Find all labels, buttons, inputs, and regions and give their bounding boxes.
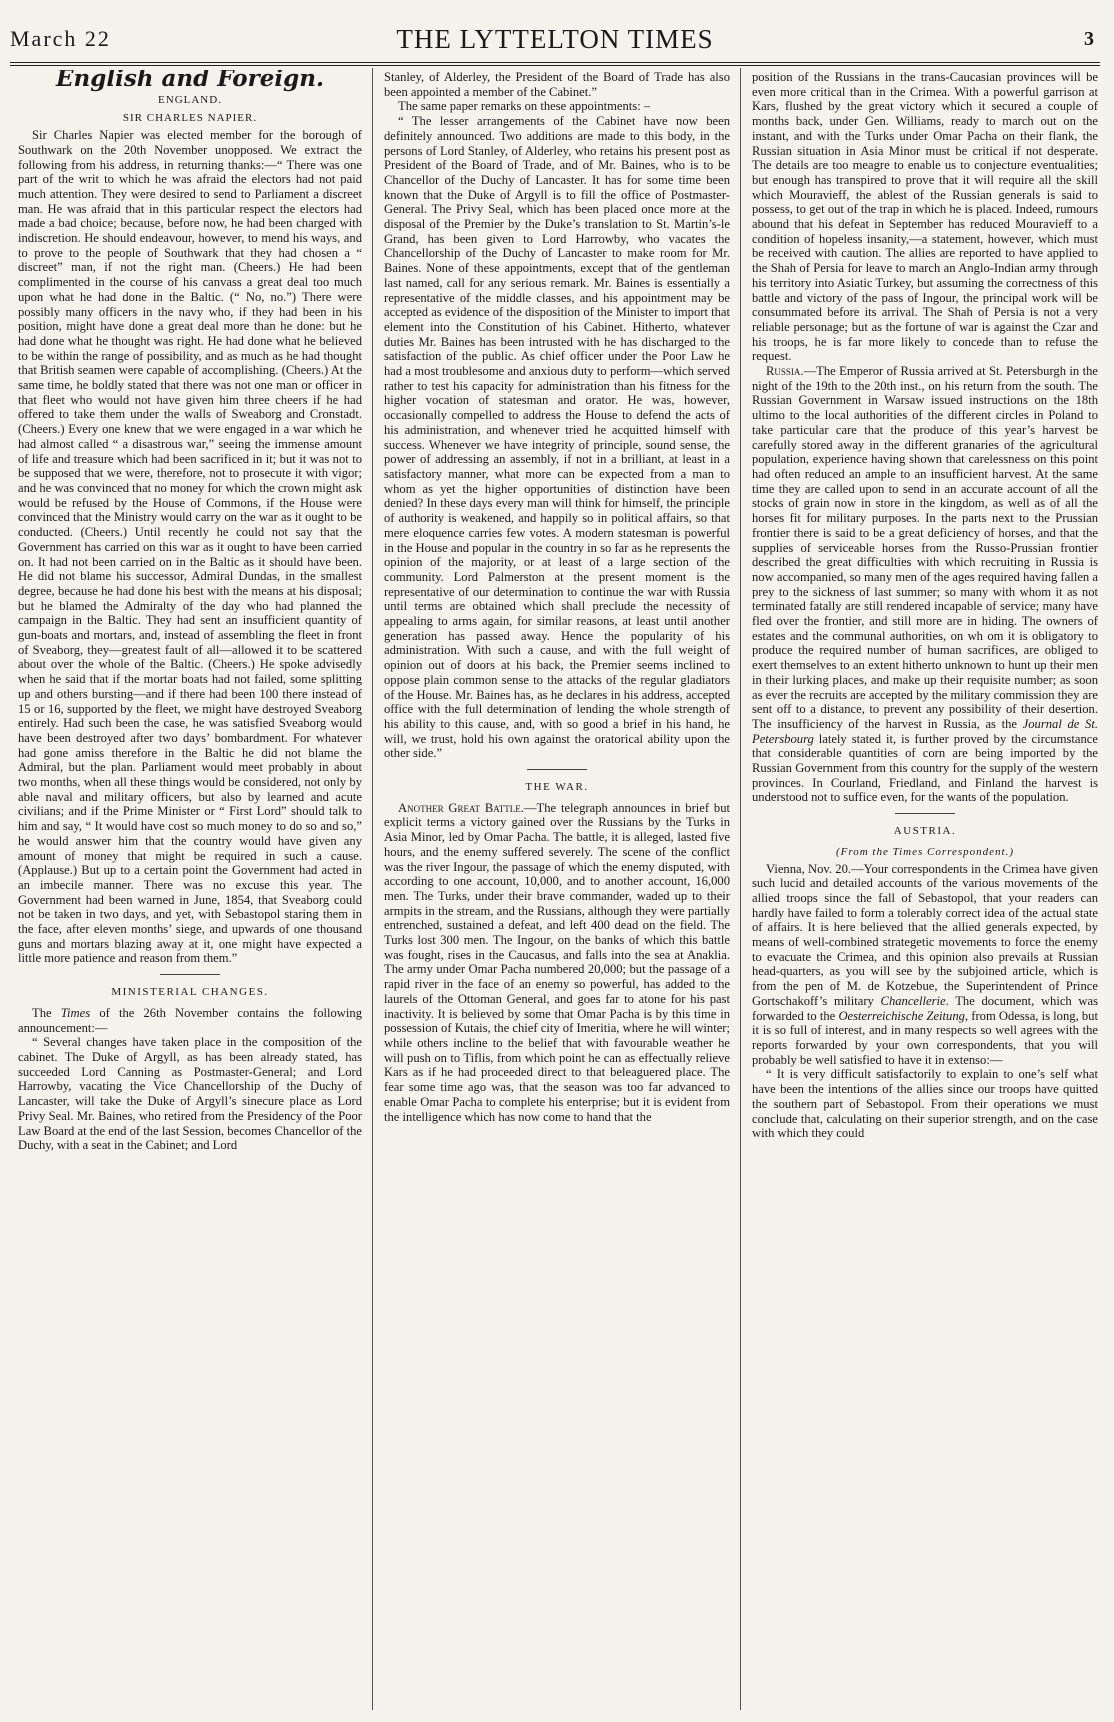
column-3 — [752, 70, 1098, 1710]
subheading-ministerial: MINISTERIAL CHANGES. — [111, 986, 269, 999]
section-rule — [895, 813, 955, 814]
column-divider — [372, 68, 373, 1710]
masthead-rule-2 — [10, 65, 1100, 66]
section-heading: English and Foreign. — [56, 70, 324, 92]
article-paragraph: Stanley, of Alderley, the President of the Board of Trade has also been appointed a member of the Cabinet.” — [384, 70, 730, 99]
page-number: 3 — [1084, 28, 1094, 50]
section-rule — [527, 769, 587, 770]
section-rule — [160, 974, 220, 975]
article-paragraph: “ It is very difficult satisfactorily to explain to one’s self what have been the intentions of the allies since our troops have quitted the southern part of Sebastopol. From their operations we must conclude that, calculating on their superior strength, and on the case with which they could — [752, 1067, 1098, 1141]
article-paragraph: The Times of the 26th November contains the following announcement:— — [18, 1005, 362, 1035]
article-paragraph: Sir Charles Napier was elected member for the borough of Southwark on the 20th November unopposed. We extract the following from his address, in returning thanks:—“ There was one part of the writ to which he was afraid the electors had not paid much attention. They were desired to send to Parliament a discreet man. He was afraid that in this particular respect the electors had made a bad choice; because, before now, he had been charged with indiscretion. He should endeavour, however, to mend his ways, and to prove to the people of Southwark that they had chosen a “ discreet” man, if not the right man. (Cheers.) He had been complimented in the course of his canvass a great deal too much upon what he had done in the Baltic. (“ No, no.”) There were possibly many officers in the navy who, if they had been in his position, might have done a great deal more than he done: but he had done what he thought was right. He had done what he believed to be within the range of possibility, and as much as he had thought that British seamen were capable of accomplishing. (Cheers.) At the same time, he boldly stated that there was not one man or officer in that fleet who would not have given him three cheers if he had offered to take them under the walls of Sweaborg and Cronstadt. (Cheers.) Every one knew that we were engaged in a war which he had almost called “ a disastrous war,” seeing the immense amount of life and treasure which had been sacrificed in it; but it was not to be supposed that we were, therefore, not to prosecute it with vigor; and he was convinced that no money for which the crown might ask would be refused by the House of Commons, if the House were convinced that the Ministry would carry on the war as it ought to be conducted. (Cheers.) Until recently he could not say that the Government has carried on this war as it ought to have been carried on. It had not been carried on in the Baltic as it should have been. He did not blame his successor, Admiral Dundas, in the smallest degree, because he had done his best with the means at his disposal; but he blamed the Admiralty of the day who had planned the campaign in the Baltic. They had sent an insufficient quantity of gun-boats and mortars, and, instead of assembling the fleet in front of Sveaborg, they—greatest fault of all—allowed it to be scattered about over the whole of the Baltic. (Cheers.) He spoke advisedly when he said that if the mortar boats had not failed, some splitting up and others bursting—and if there had been 100 there instead of 15 or 16, supported by the fleet, we might have destroyed Sveaborg entirely. Had such been the case, he was satisfied Sveaborg would have been destroyed after two days’ bombardment. For whatever had gone amiss therefore in the Baltic he did not blame the Admiral, but the plan. Parliament would meet probably in about two months, when all these things would be considered, not only by able naval and military officers, but also by learned and acute civilians; and if the Prime Minister or “ First Lord” should talk to him and say, “ It would have cost so much money to do so and so,” he would answer him that the country would have given any amount of money that might be required in such a cause. (Applause.) But up to a certain point the Government had acted in an imbecile manner. There was no excuse this year. The Government had been warned in June, 1854, that Sveaborg could not be taken in two days, and yet, with Sebastopol staring them in the face, after eleven months’ siege, and upwards of one thousand guns and mortars blazing away at it, one might have expected a little more patience and reason from them.” — [18, 128, 362, 966]
article-paragraph: “ The lesser arrangements of the Cabinet have now been definitely announced. Two additions are made to this body, in the persons of Lord Stanley, of Alderley, who retains his present post as President of the Board of Trade, and of Mr. Baines, who is to be Chancellor of the Duchy of Lancaster. It has for some time been known that the Duke of Argyll is to fill the office of Postmaster-General. The Privy Seal, which has been placed once more at the disposal of the Premier by the Duke’s translation to St. Martin’s-le Grand, has been given to Lord Harrowby, who vacates the Chancellorship of the Duchy of Lancaster to make room for Mr. Baines. None of these appointments, except that of the gentleman last named, call for any serious remark. Mr. Baines is essentially a representative of the middle classes, and his appointment may be accepted as evidence of the disposition of the Minister to import that element into the Constitution of his Cabinet. Hitherto, whatever duties Mr. Baines has been intrusted with he has discharged to the satisfaction of the public. As chief officer under the Poor Law he had a most troublesome and anxious duty to perform—which served rather to test his capacity for administration than his fitness for the higher vocation of statesman and orator. He was, however, occasionally compelled to address the House to defend the acts of his administration, and whenever tried he acquitted himself with success. Whenever we have integrity of principle, sound sense, the power of addressing an assembly, if not in a brilliant, at least in a satisfactory manner, what more can be expected from a man to whom as yet the higher opportunities of distinction have been denied? In these days every man will think for himself, the principle of authority is weakened, and happily so in political affairs, so that mere eloquence carries few votes. A modern statesman is powerful in the House and popular in the country in so far as he represents the opinion of the majority, or at least of a large section of the community. Lord Palmerston at the present moment is the representative of our determination to continue the war with Russia until terms are obtained which shall preclude the necessity of appealing to arms again, for similar reasons, at least until another generation has passed away. Hence the popularity of his administration. With such a cause, and with the full weight of opinion out of doors at his back, the Premier seems inclined to oppose plain common sense to the attacks of the regular gladiators of the House. Mr. Baines has, as he declares in his address, accepted office with the full determination of lending the whole strength of his ability to this cause, and, with so good a brief in his hand, he will, we trust, hold his own against the oratorical ability upon the other side.” — [384, 114, 730, 761]
subheading-england: ENGLAND. — [158, 93, 222, 106]
article-paragraph: “ Several changes have taken place in the composition of the cabinet. The Duke of Argyll, as has been already stated, has succeeded Lord Canning as Postmaster-General; and Lord Harrowby, vacating the Vice Chancellorship of the Duchy of Lancaster, will take the Duke of Argyll’s sinecure place as Lord Privy Seal. Mr. Baines, who retired from the Presidency of the Poor Law Board at the end of the last Session, becomes Chancellor of the Duchy, with a seat in the Cabinet; and Lord — [18, 1035, 362, 1153]
masthead-rule — [10, 62, 1100, 63]
correspondent-credit: (From the Times Correspondent.) — [835, 845, 1015, 858]
subheading-war: THE WAR. — [525, 781, 589, 794]
issue-date: March 22 — [10, 26, 111, 51]
article-paragraph: The same paper remarks on these appointments: – — [398, 99, 651, 114]
article-paragraph: position of the Russians in the trans-Caucasian provinces will be even more critical than in the Crimea. With a powerful garrison at Kars, flushed by the great victory which it secured a couple of months back, under Gen. Williams, ready to march out on the instant, and with the Turks under Omar Pacha on their flank, the Russian situation in Asia Minor must be critical if not desperate. The details are too meagre to enable us to conjecture eventualities; but enough has transpired to prove that it will require all the skill which Mouravieff, the ablest of the Russian generals is said to possess, to get out of the trap in which he is placed. Indeed, rumours abound that his defeat in September has reduced Mouravieff to a condition of hopeless insanity,—a statement, however, which must be received with caution. The allies are reported to have applied to the Shah of Persia for leave to march an Anglo-Indian army through his territory into Asiatic Turkey, but assuming the correctness of this battle and victory of the pass of Ingour, the principal work will be consummated before its arrival. The Shah of Persia is not a very reliable personage; but as the fortune of war is against the Czar and his troops, he is far more likely to concede than to refuse the request. — [752, 70, 1098, 364]
subheading-napier: SIR CHARLES NAPIER. — [122, 112, 258, 125]
article-paragraph: Another Great Battle.—The telegraph announces in brief but explicit terms a victory gained over the Russians by the Turks in Asia Minor, led by Omar Pacha. The battle, it is alleged, lasted five hours, and the enemy suffered severely. The scene of the conflict was the river Ingour, the passage of which the enemy disputed, with according to one account, 10,000, and to another account, 16,000 men. The Turks, under their brave commander, waded up to their armpits in the stream, and the Russians, although they were partially entrenched, sustained a defeat, and left 400 dead on the field. The Turks lost 300 men. The Ingour, on the banks of which this battle was fought, rises in the Caucasus, and falls into the sea at Anaklia. The army under Omar Pacha numbered 20,000; but the passage of a rapid river in the face of an enemy so powerful, has added to the laurels of the Ottoman General, and goes far to atone for his past inactivity. It is believed by some that Omar Pacha is by this time in possession of Kutais, the chief city of Imeritia, where he will winter; while others incline to the belief that with favourable weather he will push on to Tiflis, from which point he can as effectually relieve Kars as if he had proceeded direct to that beleaguered place. The fear some time ago was, that the season was too far advanced to enable Omar Pacha to complete his enterprise; but it is evident from the intelligence which has now come to hand that the — [384, 800, 730, 1124]
article-paragraph: Russia.—The Emperor of Russia arrived at St. Petersburgh in the night of the 19th to the 20th inst., on his return from the south. The Russian Government in Warsaw issued instructions on the 18th ultimo to the local authorities of the different circles in Poland to take particular care that the produce of this year’s harvest be carefully stored away in the different granaries of the agricultural population, experience having shown that carelessness on this point had often reduced an ample to an insufficient harvest. At the same time they are called upon to send in an accurate account of all the stocks of grain now in store in the kingdom, as well as of all the horses fit for military purposes. In the parts next to the Prussian frontier there is said to be a great deficiency of horses, and that the supplies of serviceable horses from the Russo-Prussian frontier described the great difficulties with which recruiting in Russia is now accompanied, so many men of the ages required having fallen a prey to the sickness of last summer; so many with whom it as not terminated fatally are still rendered incapable of service; many have fled over the frontier, and still more are in hiding. The owners of estates and the communal authorities, on wh om it is obligatory to produce the required number of human sacrifices, are obliged to exert themselves to an extent hitherto unknown to hunt up their men in their lurking places, and make up their requisite number; as soon as ever the recruits are accepted by the military commission they are sent off to a distance, to prevent any possibility of their desertion. The insufficiency of the harvest in Russia, as the Journal de St. Petersbourg lately stated it, is further proved by the circumstance that considerable quantities of corn are being imported by the Russian Government from this country for the supply of the western provinces. In Courland, Friedland, and Finland the harvest is understood not to suffice even, for the wants of the population. — [752, 364, 1098, 805]
newspaper-title: THE LYTTELTON TIMES — [396, 24, 714, 54]
column-2 — [384, 70, 730, 1710]
article-paragraph: Vienna, Nov. 20.—Your correspondents in the Crimea have given such lucid and detailed accounts of the various movements of the allied troops since the fall of Sebastopol, that your readers can hardly have failed to form a tolerably correct idea of the actual state of affairs. It is here believed that the allied generals expected, by means of well-combined strategetic movements to force the enemy to evacuate the Crimea, and this opinion also prevails at Russian head-quarters, as you will see by the subjoined article, which is from the pen of M. de Kotzebue, the Superintendent of Prince Gortschakoff’s military Chancellerie. The document, which was forwarded to the Oesterreichische Zeitung, from Odessa, is long, but it is so full of interest, and in many respects so well agrees with the reports forwarded by your own correspondents, that you will probably be well satisfied to have it in extenso:— — [752, 861, 1098, 1067]
column-divider — [740, 68, 741, 1710]
subheading-austria: AUSTRIA. — [893, 825, 957, 838]
column-1 — [18, 70, 362, 1710]
masthead — [10, 18, 1100, 60]
